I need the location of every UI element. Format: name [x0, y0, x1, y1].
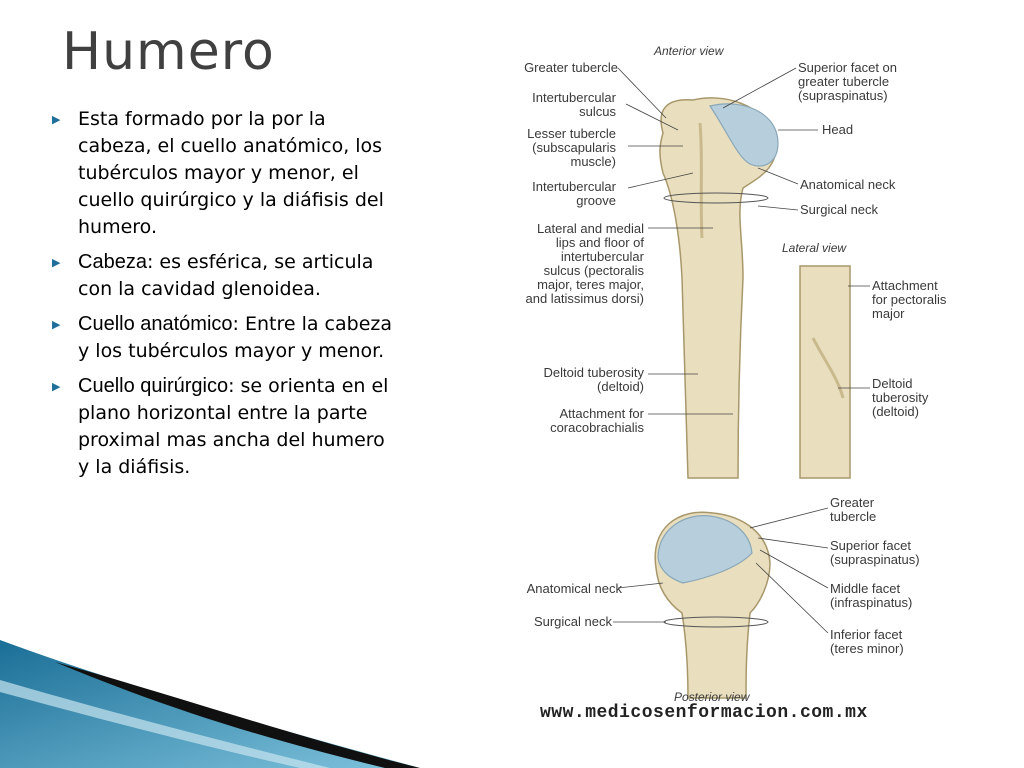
bullet-list: [50, 106, 402, 489]
bullet-item: [50, 249, 402, 303]
label-greater-tubercle: Greater tubercle: [524, 60, 618, 75]
bullet-text: : se orienta en el plano horizontal entre la parte proximal mas ancha del humero y la diáfisis.: [78, 375, 389, 478]
bullet-term: Cuello anatómico: [78, 313, 233, 335]
bullet-item: [50, 106, 402, 241]
label-lesser-tubercle: Lesser tubercle (subscapularis muscle): [527, 126, 616, 169]
lateral-humerus-shape: [800, 266, 850, 478]
label-superior-facet-greater-tubercle: Superior facet on greater tubercle (supraspinatus): [798, 60, 898, 103]
bullet-item: [50, 373, 402, 481]
bullet-text: Esta formado por la por la cabeza, el cuello anatómico, los tubérculos mayor y menor, el cuello quirúrgico y la diáfisis del humero.: [78, 108, 384, 238]
bullet-text: : es esférica, se articula con la cavidad glenoidea.: [78, 251, 374, 300]
anterior-view-title: Anterior view: [654, 44, 724, 58]
triangle-bullet-icon: ▶: [52, 318, 61, 331]
label-posterior-anatomical-neck: Anatomical neck: [526, 581, 622, 596]
bullet-item: [50, 311, 402, 365]
bullet-term: Cuello quirúrgico: [78, 375, 229, 397]
label-middle-facet: Middle facet (infraspinatus): [830, 581, 913, 610]
label-lateral-deltoid-tuberosity: Deltoid tuberosity (deltoid): [872, 376, 929, 419]
lateral-view-title: Lateral view: [782, 241, 847, 255]
label-coracobrachialis: Attachment for coracobrachialis: [550, 406, 644, 435]
bullet-term: Cabeza: [78, 251, 147, 273]
label-posterior-greater-tubercle: Greater tubercle: [830, 495, 877, 524]
source-watermark: www.medicosenformacion.com.mx: [540, 703, 868, 723]
label-intertubercular-groove: Intertubercular groove: [532, 179, 616, 208]
label-deltoid-tuberosity: Deltoid tuberosity (deltoid): [543, 365, 644, 394]
label-pectoralis-attachment: Attachment for pectoralis major: [872, 278, 947, 321]
label-inferior-facet: Inferior facet (teres minor): [830, 627, 904, 656]
posterior-view-title: Posterior view: [674, 690, 750, 704]
triangle-bullet-icon: ▶: [52, 380, 61, 393]
label-lips-floor-sulcus: Lateral and medial lips and floor of intertubercular sulcus (pectoralis major, teres major, and latissimus dorsi): [525, 221, 644, 306]
anterior-humerus-shape: [660, 98, 778, 478]
label-posterior-surgical-neck: Surgical neck: [533, 614, 612, 629]
label-intertubercular-sulcus: Intertubercular sulcus: [532, 90, 616, 119]
humerus-diagram: [488, 38, 968, 728]
triangle-bullet-icon: ▶: [52, 256, 61, 269]
corner-decoration: [0, 640, 420, 768]
triangle-bullet-icon: ▶: [52, 113, 61, 126]
label-anatomical-neck: Anatomical neck: [800, 177, 896, 192]
label-surgical-neck: Surgical neck: [800, 202, 879, 217]
slide-title: Humero: [62, 22, 275, 82]
label-superior-facet: Superior facet (supraspinatus): [830, 538, 920, 567]
label-head: Head: [822, 122, 854, 137]
bullet-text: : Entre la cabeza y los tubérculos mayor y menor.: [78, 313, 393, 362]
posterior-humerus-shape: [655, 512, 770, 698]
